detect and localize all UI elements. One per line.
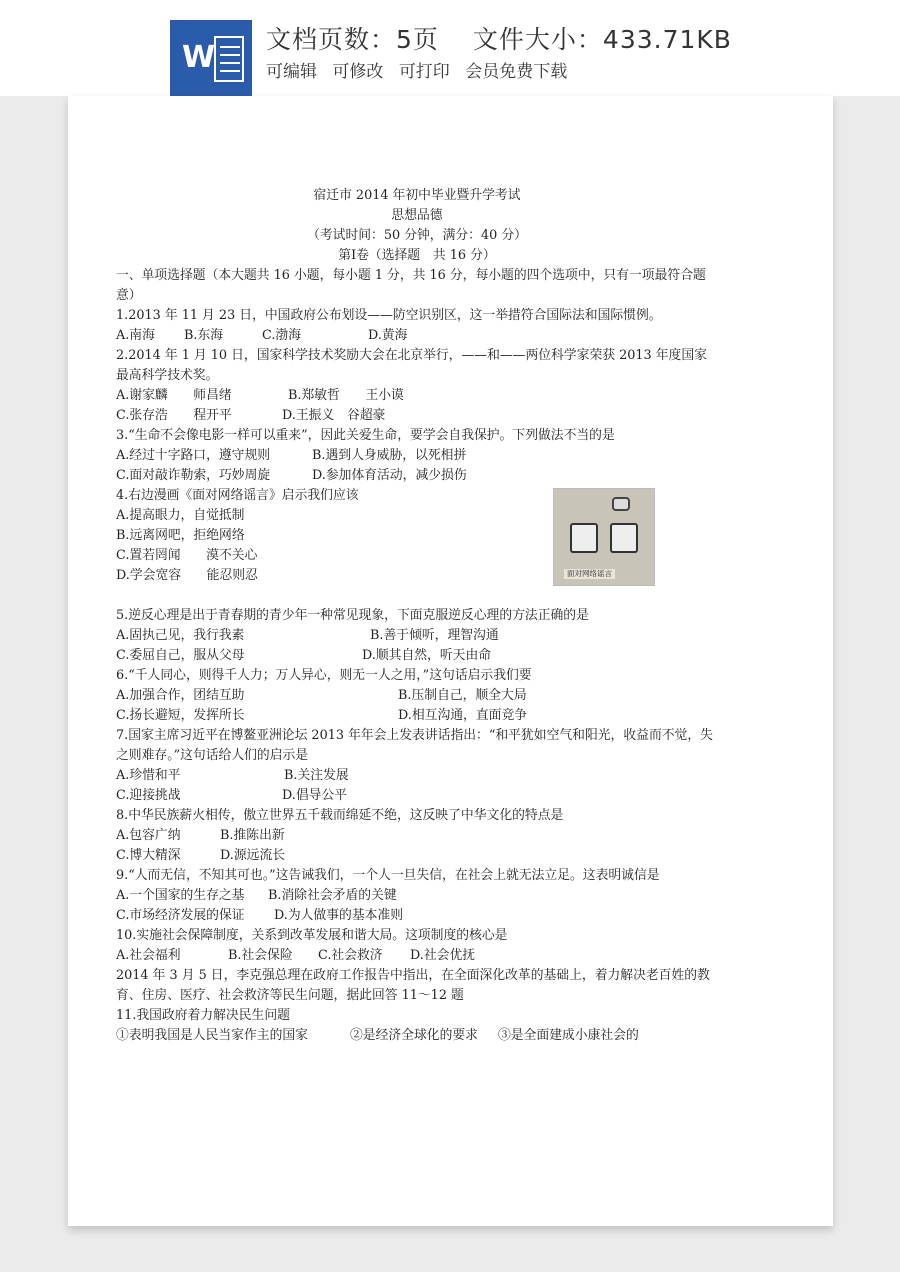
question-1-options (116, 326, 718, 346)
option: B.远离网吧，拒绝网络 (116, 528, 245, 543)
option: D.源远流长 (220, 848, 286, 863)
option: B.善于倾听，理智沟通 (370, 628, 499, 643)
exam-subject: 思想品德 (391, 208, 443, 223)
page-count: 文档页数：5页 (266, 25, 439, 54)
option: B.压制自己，顺全大局 (398, 688, 527, 703)
question-7-options (116, 786, 718, 806)
feature-member-download: 会员免费下载 (465, 62, 568, 82)
question-8-stem: 8.中华民族薪火相传，傲立世界五千载而绵延不绝，这反映了中华文化的特点是 (116, 808, 564, 823)
option: D.顺其自然，听天由命 (362, 648, 492, 663)
question-5-options (116, 646, 718, 666)
word-document-icon: W (170, 20, 252, 98)
exam-meta: （考试时间：50 分钟，满分：40 分） (307, 228, 527, 243)
option: C.置若罔闻 漠不关心 (116, 548, 258, 563)
option: C.渤海 (262, 328, 301, 343)
question-3-options (116, 466, 718, 486)
question-2-options (116, 386, 718, 406)
question-6-stem: 6.“千人同心，则得千人力；万人异心，则无一人之用，”这句话启示我们要 (116, 668, 532, 683)
option: C.博大精深 (116, 848, 181, 863)
feature-list (266, 57, 577, 82)
question-2-stem: 2.2014 年 1 月 10 日，国家科学技术奖励大会在北京举行，——和——两位科学家荣获 2013 年度国家最高科学技术奖。 (116, 348, 707, 383)
exam-title: 宿迁市 2014 年初中毕业暨升学考试 (313, 188, 521, 203)
exam-content (116, 186, 718, 1046)
option: A.南海 (116, 328, 155, 343)
option: A.提高眼力，自觉抵制 (116, 508, 245, 523)
monitor-icon (610, 523, 638, 553)
option: C.扬长避短，发挥所长 (116, 708, 245, 723)
option: ③是全面建成小康社会的 (498, 1028, 639, 1043)
question-9-stem: 9.“人而无信，不知其可也。”这告诫我们，一个人一旦失信，在社会上就无法立足。这表明诚信是 (116, 868, 660, 883)
hand-icon (612, 497, 630, 511)
question-8-options (116, 826, 718, 846)
file-info (266, 20, 732, 56)
question-11-stem: 11.我国政府着力解决民生问题 (116, 1008, 290, 1023)
option: B.社会保险 (228, 948, 293, 963)
option: C.面对敲诈勒索，巧妙周旋 (116, 468, 271, 483)
question-6-options (116, 706, 718, 726)
option: B.消除社会矛盾的关键 (268, 888, 397, 903)
option: B.郑敏哲 王小谟 (288, 388, 404, 403)
passage: 2014 年 3 月 5 日，李克强总理在政府工作报告中指出，在全面深化改革的基础上，着力解决老百姓的教育、住房、医疗、社会救济等民生问题，据此回答 11～12 题 (116, 968, 710, 1003)
question-2-options (116, 406, 718, 426)
option: D.参加体育活动，减少损伤 (312, 468, 467, 483)
section-title: 第Ⅰ卷（选择题 共 16 分） (338, 248, 496, 263)
option: A.固执己见，我行我素 (116, 628, 245, 643)
feature-printable: 可打印 (398, 62, 450, 82)
option: A.经过十字路口，遵守规则 (116, 448, 271, 463)
option: C.委屈自己，服从父母 (116, 648, 245, 663)
question-3-stem: 3.“生命不会像电影一样可以重来”，因此关爱生命，要学会自我保护。下列做法不当的是 (116, 428, 615, 443)
option: A.谢家麟 师昌绪 (116, 388, 232, 403)
question-8-options (116, 846, 718, 866)
question-5-stem: 5.逆反心理是出于青春期的青少年一种常见现象，下面克服逆反心理的方法正确的是 (116, 608, 589, 623)
question-7-options (116, 766, 718, 786)
option: B.遇到人身威胁，以死相拼 (312, 448, 467, 463)
question-10-options (116, 946, 718, 966)
option: A.一个国家的生存之基 (116, 888, 245, 903)
feature-editable: 可编辑 (266, 62, 317, 82)
option: ①表明我国是人民当家作主的国家 (116, 1028, 308, 1043)
question-3-options (116, 446, 718, 466)
question-11-options (116, 1026, 718, 1046)
question-10-stem: 10.实施社会保障制度，关系到改革发展和谐大局。这项制度的核心是 (116, 928, 508, 943)
option: C.市场经济发展的保证 (116, 908, 245, 923)
option: C.迎接挑战 (116, 788, 181, 803)
question-6-options (116, 686, 718, 706)
question-7-stem: 7.国家主席习近平在博鳌亚洲论坛 2013 年年会上发表讲话指出：“和平犹如空气和阳光，收益而不觉，失之则难存。”这句话给人们的启示是 (116, 728, 713, 763)
option: A.珍惜和平 (116, 768, 181, 783)
monitor-icon (570, 523, 598, 553)
option: B.关注发展 (284, 768, 349, 783)
file-size: 文件大小：433.71KB (472, 25, 732, 54)
option: D.社会优抚 (410, 948, 476, 963)
option: D.相互沟通，直面竞争 (398, 708, 528, 723)
option: B.东海 (184, 328, 224, 343)
option: D.为人做事的基本准则 (274, 908, 404, 923)
cartoon-illustration (553, 488, 655, 586)
question-9-options (116, 886, 718, 906)
option: C.张存浩 程开平 (116, 408, 232, 423)
option: A.社会福利 (116, 948, 181, 963)
instructions: 一、单项选择题（本大题共 16 小题，每小题 1 分，共 16 分，每小题的四个选项中，只有一项最符合题意） (116, 268, 706, 303)
download-banner (0, 0, 900, 96)
question-4-stem: 4.右边漫画《面对网络谣言》启示我们应该 (116, 488, 359, 503)
question-1-stem: 1.2013 年 11 月 23 日，中国政府公布划设——防空识别区，这一举措符合国际法和国际惯例。 (116, 308, 662, 323)
option: D.学会宽容 能忍则忍 (116, 568, 258, 583)
option: ②是经济全球化的要求 (350, 1028, 478, 1043)
option: D.王振义 谷超豪 (282, 408, 386, 423)
option: A.包容广纳 (116, 828, 181, 843)
option: C.社会救济 (318, 948, 383, 963)
option: A.加强合作，团结互助 (116, 688, 245, 703)
cartoon-caption: 面对网络谣言 (564, 569, 615, 579)
feature-modifiable: 可修改 (332, 62, 384, 82)
question-9-options (116, 906, 718, 926)
option: D.倡导公平 (282, 788, 348, 803)
question-5-options (116, 626, 718, 646)
option: B.推陈出新 (220, 828, 285, 843)
option: D.黄海 (368, 328, 408, 343)
